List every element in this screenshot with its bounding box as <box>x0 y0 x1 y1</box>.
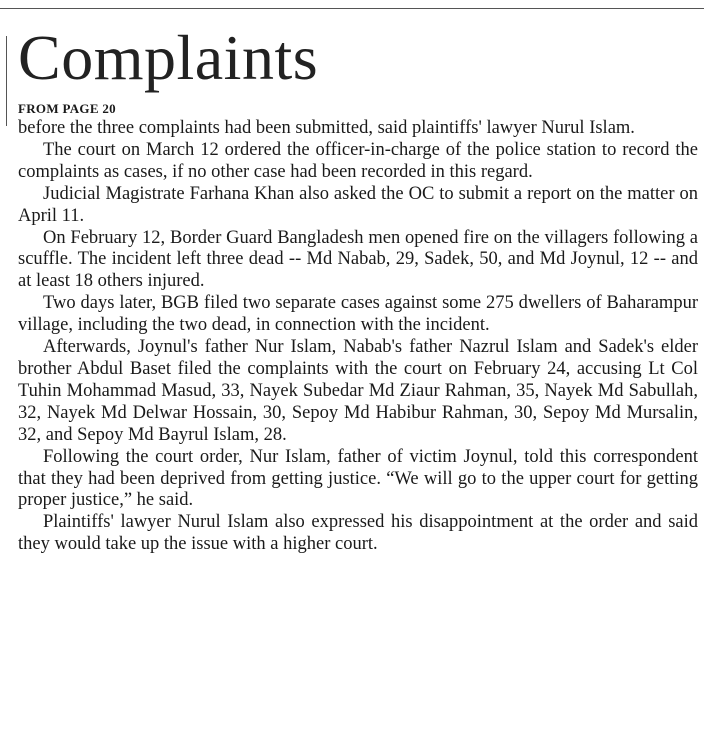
left-column-rule <box>6 36 7 126</box>
paragraph: Plaintiffs' lawyer Nurul Islam also expressed his disappointment at the order and said they would take up the issue with a higher court. <box>18 512 698 555</box>
headline: Complaints <box>18 22 319 93</box>
paragraph: The court on March 12 ordered the officer-in-charge of the police station to record the complaints as cases, if no other case had been recorded in this regard. <box>18 139 698 182</box>
paragraph: Two days later, BGB filed two separate cases against some 275 dwellers of Baharampur village, including the two dead, in connection with the incident. <box>18 293 698 336</box>
article-body <box>18 118 698 556</box>
paragraph: before the three complaints had been submitted, said plaintiffs' lawyer Nurul Islam. <box>18 118 635 138</box>
paragraph: Judicial Magistrate Farhana Khan also asked the OC to submit a report on the matter on April 11. <box>18 183 698 226</box>
article <box>18 16 698 556</box>
paragraph: On February 12, Border Guard Bangladesh men opened fire on the villagers following a scuffle. The incident left three dead -- Md Nabab, 29, Sadek, 50, and Md Joynul, 12 -- and at least 18 others injured. <box>18 227 698 292</box>
top-rule <box>0 8 704 9</box>
paragraph: Following the court order, Nur Islam, father of victim Joynul, told this correspondent that they had been deprived from getting justice. “We will go to the upper court for getting proper justice,” he said. <box>18 446 698 511</box>
jump-line: FROM PAGE 20 <box>18 101 116 116</box>
paragraph: Afterwards, Joynul's father Nur Islam, Nabab's father Nazrul Islam and Sadek's elder brother Abdul Baset filed the complaints with the court on February 24, accusing Lt Col Tuhin Mohammad Masud, 33, Nayek Subedar Md Ziaur Rahman, 35, Nayek Md Sabullah, 32, Nayek Md Delwar Hossain, 30, Sepoy Md Habibur Rahman, 30, Sepoy Md Mursalin, 32, and Sepoy Md Bayrul Islam, 28. <box>18 337 698 445</box>
